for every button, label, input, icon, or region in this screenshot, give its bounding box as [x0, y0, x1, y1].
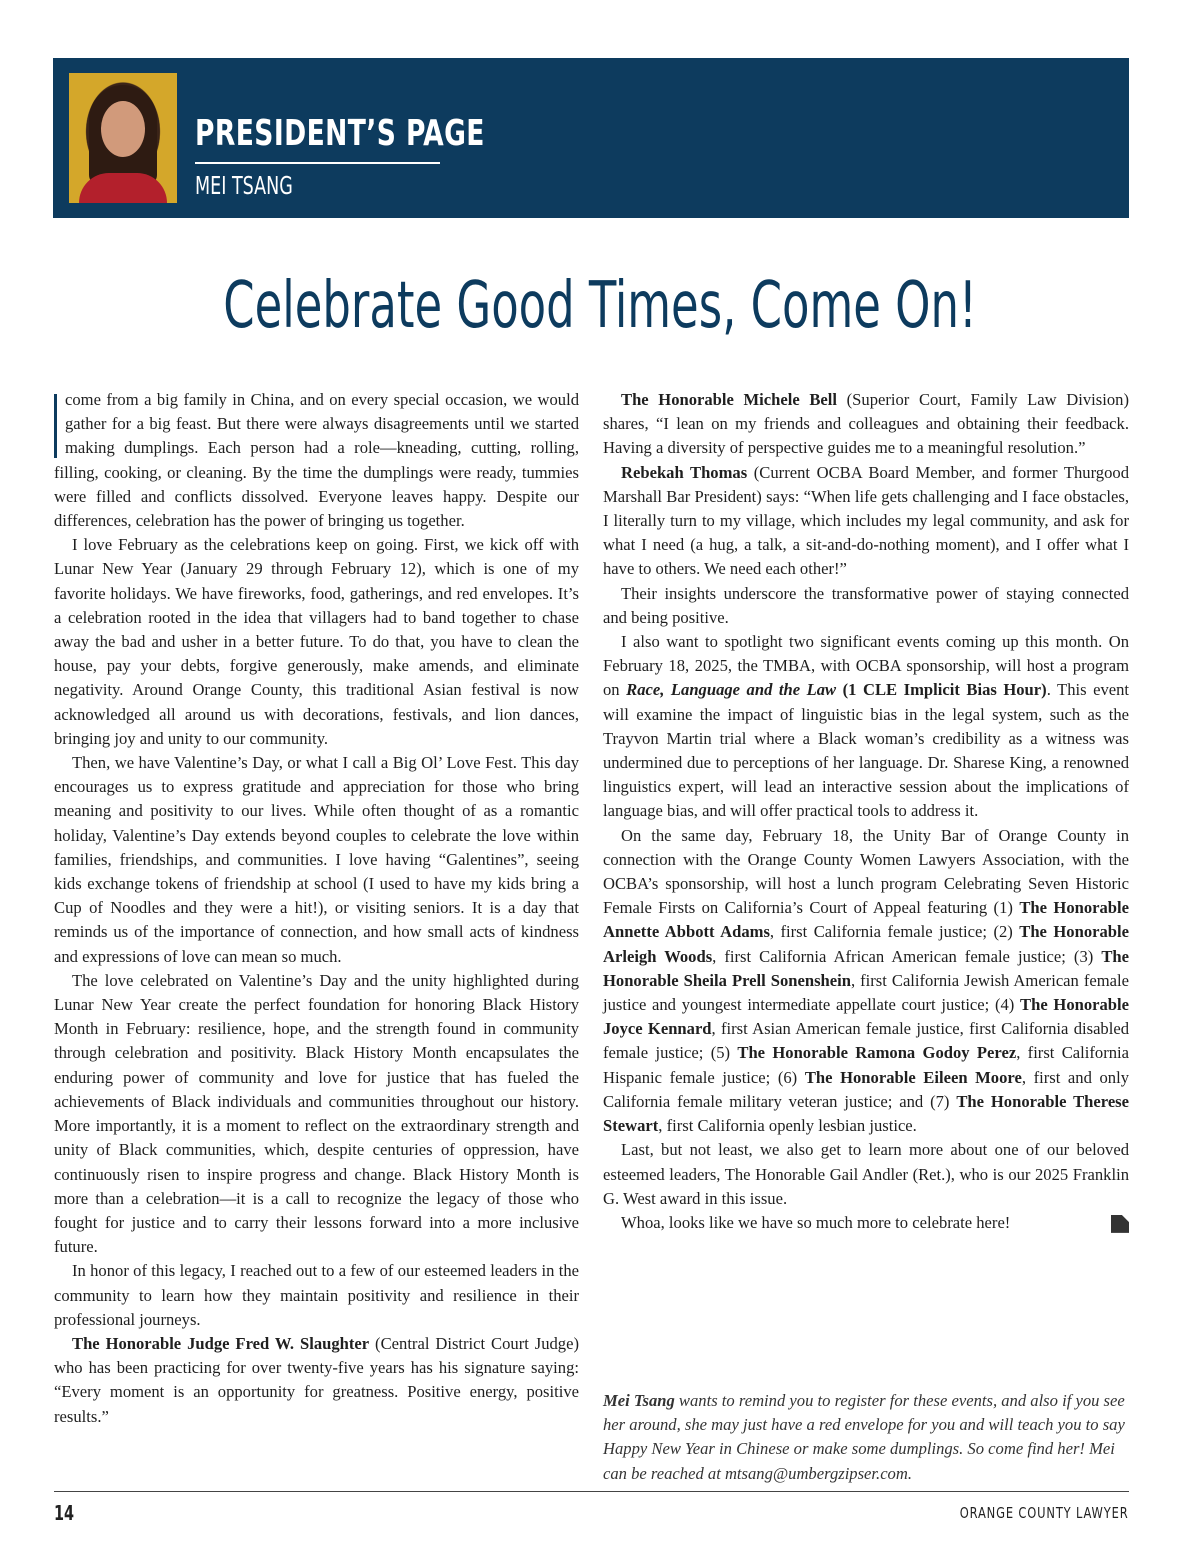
paragraph: Last, but not least, we also get to learn more about one of our beloved esteemed leaders, The Honorable Gail Andler (Ret.), who is our 2025 Franklin G. West award in this issue.: [603, 1140, 1129, 1208]
author-photo: [69, 73, 177, 203]
footer-divider: [54, 1491, 1129, 1492]
paragraph: The Honorable Judge Fred W. Slaughter (Central District Court Judge) who has been practicing for over twenty-five years has his signature saying: “Every moment is an opportunity for greatness. Positive energy, positive results.”: [54, 1333, 579, 1426]
section-title: PRESIDENT’S PAGE: [195, 113, 485, 154]
right-column: [603, 388, 1129, 1235]
author-bio: Mei Tsang wants to remind you to register for these events, and also if you see her around, she may just have a red envelope for you and will teach you to say Happy New Year in Chinese or make some dumplings. So come find her! Mei can be reached at mtsang@umbergzipser.com.: [603, 1391, 1125, 1483]
paragraph: In honor of this legacy, I reached out to a few of our esteemed leaders in the community to learn how they maintain positivity and resilience in their professional journeys.: [54, 1261, 579, 1329]
author-name: MEI TSANG: [195, 171, 293, 200]
page-number: 14: [54, 1501, 75, 1525]
publication-name: ORANGE COUNTY LAWYER: [960, 1504, 1129, 1522]
left-column: [54, 388, 579, 1429]
header-banner: [53, 58, 1129, 218]
paragraph: Then, we have Valentine’s Day, or what I call a Big Ol’ Love Fest. This day encourages us to express gratitude and appreciation for those who bring meaning and positivity to our lives. While often thought of as a romantic holiday, Valentine’s Day extends beyond couples to celebrate the love within families, friendships, and communities. I love having “Galentines”, seeing kids exchange tokens of friendship at school (I used to have my kids bring a Cup of Noodles and they were a hit!), or visiting seniors. It is a day that reminds us of the importance of connection, and how small acts of kindness and expressions of love can mean so much.: [54, 753, 579, 966]
paragraph: come from a big family in China, and on every special occasion, we would gather for a big feast. But there were always disagreements until we started making dumplings. Each person had a role—kneading, cutting, rolling, filling, cooking, or cleaning. By the time the dumplings were ready, tummies were filled and conflicts dissolved. Everyone leaves happy. Despite our differences, celebration has the power of bringing us together.: [54, 390, 579, 531]
drop-cap-bar: [54, 394, 57, 458]
paragraph: I love February as the celebrations keep on going. First, we kick off with Lunar New Year (January 29 through February 12), which is one of my favorite holidays. We have fireworks, food, gatherings, and red envelopes. It’s a celebration rooted in the idea that villagers had to band together to chase away the bad and usher in a better future. To do that, you have to clean the house, pay your debts, forgive generously, make amends, and eliminate negativity. Around Orange County, this traditional Asian festival is now acknowledged all around us with decorations, festivals, and lion dances, bringing joy and unity to our community.: [54, 535, 579, 748]
page-title: Celebrate Good Times, Come On!: [223, 269, 977, 343]
paragraph: I also want to spotlight two significant events coming up this month. On February 18, 2025, the TMBA, with OCBA sponsorship, will host a program on Race, Language and the Law (1 CLE Implicit Bias Hour). This event will examine the impact of linguistic bias in the legal system, such as the Trayvon Martin trial where a Black woman’s credibility as a witness was undermined due to perceptions of her language. Dr. Sharese King, a renowned linguistics expert, will lead an interactive session about the implications of language bias, and will offer practical tools to address it.: [603, 632, 1130, 821]
paragraph: Rebekah Thomas (Current OCBA Board Member, and former Thurgood Marshall Bar President) says: “When life gets challenging and I face obstacles, I literally turn to my village, which includes my legal community, and ask for what I need (a hug, a talk, a sit-and-do-nothing moment), and I offer what I have to others. We need each other!”: [603, 462, 1129, 579]
paragraph: On the same day, February 18, the Unity Bar of Orange County in connection with the Orange County Women Lawyers Association, with the OCBA’s sponsorship, will host a lunch program Celebrating Seven Historic Female Firsts on California’s Court of Appeal featuring (1) The Honorable Annette Abbott Adams, first California female justice; (2) The Honorable Arleigh Woods, first California African American female justice; (3) The Honorable Sheila Prell Sonenshein, first California Jewish American female justice and youngest intermediate appellate court justice; (4) The Honorable Joyce Kennard, first Asian American female justice, first California disabled female justice; (5) The Honorable Ramona Godoy Perez, first California Hispanic female justice; (6) The Honorable Eileen Moore, first and only California female military veteran justice; and (7) The Honorable Therese Stewart, first California openly lesbian justice.: [603, 825, 1130, 1136]
paragraph: Their insights underscore the transformative power of staying connected and being positive.: [603, 583, 1129, 627]
paragraph: The love celebrated on Valentine’s Day and the unity highlighted during Lunar New Year create the perfect foundation for honoring Black History Month in February: resilience, hope, and the strength found in community through celebration and positivity. Black History Month encapsulates the enduring power of community and love for justice that has fueled the achievements of Black individuals and communities throughout our history. More importantly, it is a moment to reflect on the extraordinary strength and unity of Black communities, which, despite centuries of oppression, have continuously risen to inspire progress and change. Black History Month is more than a celebration—it is a call to recognize the legacy of those who fought for justice and to carry their lessons forward into a more inclusive future.: [54, 970, 579, 1257]
paragraph: The Honorable Michele Bell (Superior Court, Family Law Division) shares, “I lean on my friends and colleagues and obtaining their feedback. Having a diversity of perspective guides me to a meaningful resolution.”: [603, 390, 1129, 458]
paragraph: Whoa, looks like we have so much more to celebrate here!: [603, 1211, 1129, 1235]
title-divider: [195, 162, 440, 164]
end-mark-icon: [1111, 1215, 1129, 1233]
